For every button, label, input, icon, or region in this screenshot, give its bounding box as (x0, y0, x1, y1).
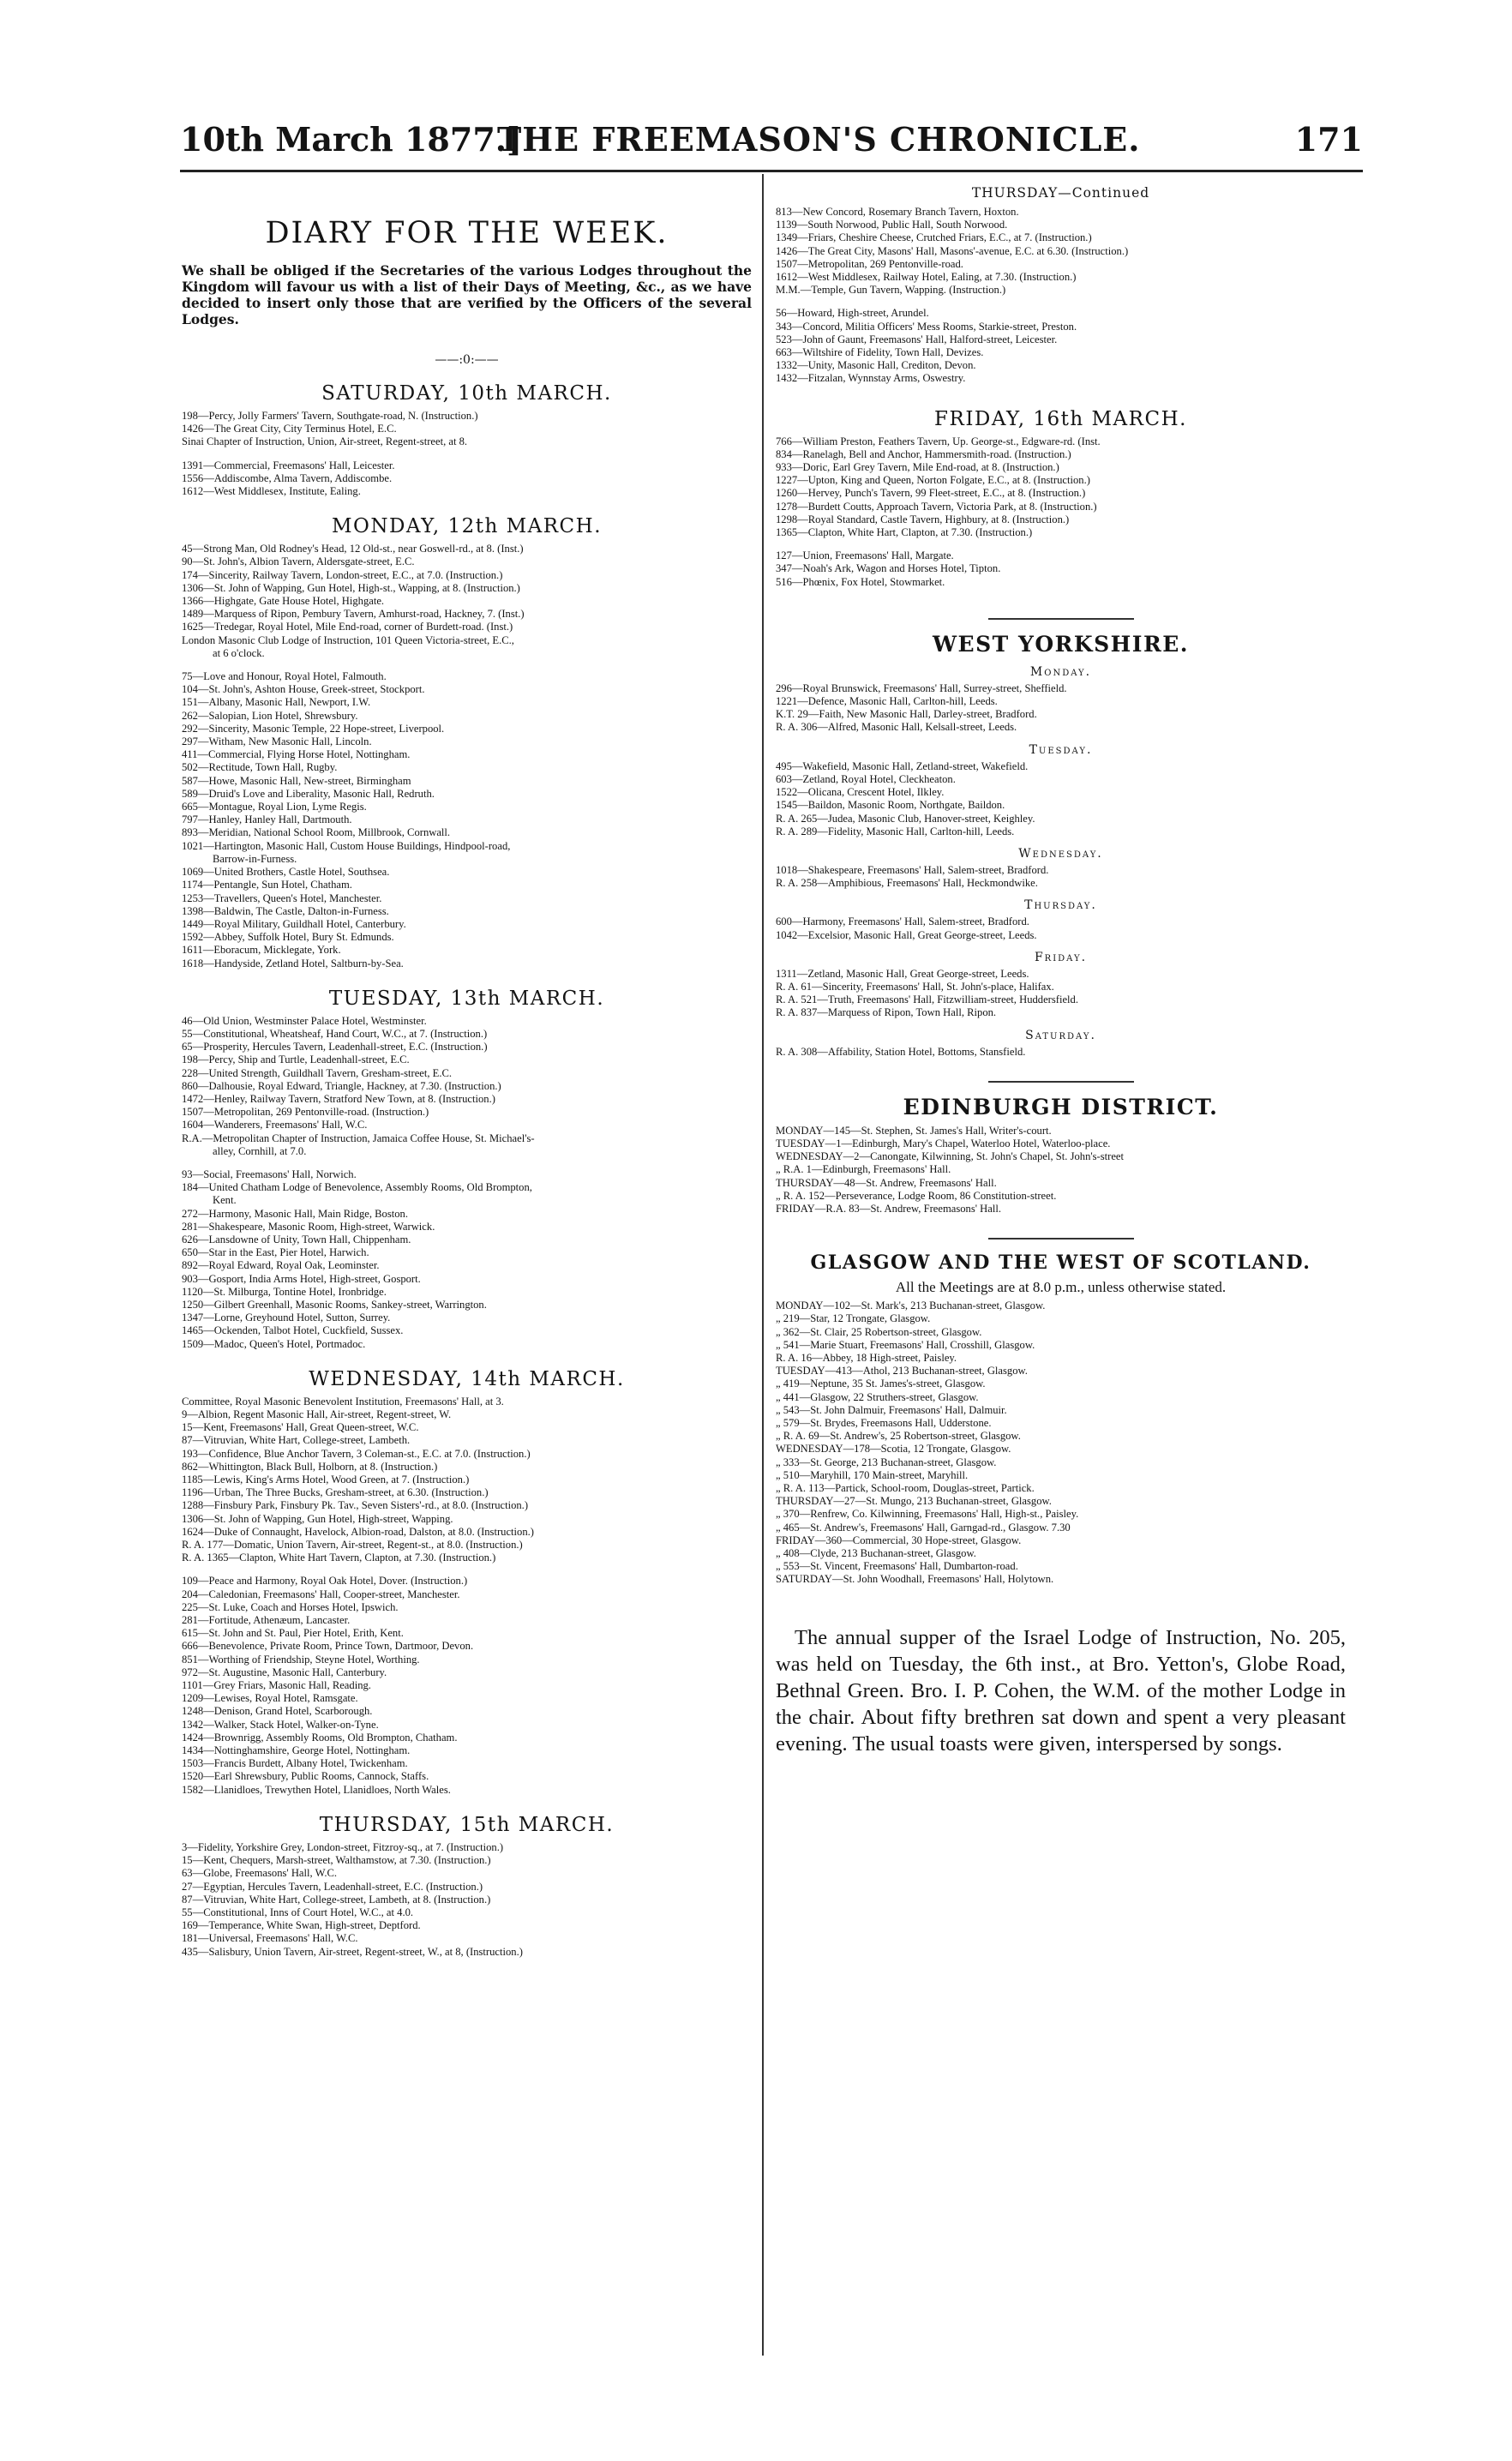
diary-entry: 589—Druid's Love and Liberality, Masonic Hall, Redruth. (182, 787, 435, 800)
diary-entry: 3—Fidelity, Yorkshire Grey, London-street, Fitzroy-sq., at 7. (Instruction.) (182, 1840, 504, 1853)
diary-entry: 1507—Metropolitan, 269 Pentonville-road. (776, 257, 963, 270)
section-heading-tuesday: TUESDAY, 13th MARCH. (328, 987, 605, 1010)
diary-entry: R. A. 306—Alfred, Masonic Hall, Kelsall-street, Leeds. (776, 721, 1017, 734)
diary-entry: 104—St. John's, Ashton House, Greek-street, Stockport. (182, 683, 425, 696)
diary-entry: 797—Hanley, Hanley Hall, Dartmouth. (182, 813, 352, 826)
diary-entry: 1278—Burdett Coutts, Approach Tavern, Victoria Park, at 8. (Instruction.) (776, 500, 1097, 513)
diary-entry: 892—Royal Edward, Royal Oak, Leominster. (182, 1259, 380, 1272)
diary-entry: 1625—Tredegar, Royal Hotel, Mile End-road, corner of Burdett-road. (Inst.) (182, 621, 513, 633)
diary-entry: „ R. A. 69—St. Andrew's, 25 Robertson-street, Glasgow. (776, 1430, 1021, 1443)
diary-entry: 1434—Nottinghamshire, George Hotel, Nottingham. (182, 1744, 411, 1757)
diary-entry: 193—Confidence, Blue Anchor Tavern, 3 Coleman-st., E.C. at 7.0. (Instruction.) (182, 1447, 531, 1460)
diary-entry: 1624—Duke of Connaught, Havelock, Albion-road, Dalston, at 8.0. (Instruction.) (182, 1525, 534, 1538)
diary-entry: Committee, Royal Masonic Benevolent Institution, Freemasons' Hall, at 3. (182, 1395, 504, 1408)
diary-entry: 933—Doric, Earl Grey Tavern, Mile End-road, at 8. (Instruction.) (776, 461, 1059, 474)
diary-entry: „ 543—St. John Dalmuir, Freemasons' Hall, Dalmuir. (776, 1403, 1007, 1416)
entries-thursday-continued (776, 206, 1346, 386)
diary-entry: „ 333—St. George, 213 Buchanan-street, Glasgow. (776, 1456, 997, 1468)
diary-entry: 495—Wakefield, Masonic Hall, Zetland-street, Wakefield. (776, 759, 1029, 772)
day-heading-saturday: Saturday. (1025, 1028, 1096, 1042)
diary-entry: 663—Wiltshire of Fidelity, Town Hall, Devizes. (776, 346, 984, 359)
diary-entry: 1592—Abbey, Suffolk Hotel, Bury St. Edmunds. (182, 931, 394, 944)
diary-entry: R. A. 265—Judea, Masonic Club, Hanover-street, Keighley. (776, 812, 1035, 825)
entries-edinburgh (776, 1125, 1346, 1215)
diary-entry: 411—Commercial, Flying Horse Hotel, Nottingham. (182, 748, 411, 761)
diary-entry: „ 510—Maryhill, 170 Main-street, Maryhill. (776, 1468, 969, 1481)
diary-entry: 15—Kent, Freemasons' Hall, Great Queen-street, W.C. (182, 1421, 419, 1434)
diary-entry: 109—Peace and Harmony, Royal Oak Hotel, Dover. (Instruction.) (182, 1575, 468, 1588)
diary-entry: 903—Gosport, India Arms Hotel, High-street, Gosport. (182, 1272, 421, 1285)
diary-entry: 1018—Shakespeare, Freemasons' Hall, Salem-street, Bradford. (776, 863, 1049, 876)
diary-entry: 851—Worthing of Friendship, Steyne Hotel, Worthing. (182, 1653, 420, 1666)
diary-entry: 343—Concord, Militia Officers' Mess Rooms, Starkie-street, Preston. (776, 320, 1077, 333)
diary-entry: „ 370—Renfrew, Co. Kilwinning, Freemasons' Hall, High-st., Paisley. (776, 1508, 1079, 1521)
day-heading-wednesday: Wednesday. (1018, 846, 1103, 861)
diary-entry: 972—St. Augustine, Masonic Hall, Canterbury. (182, 1666, 387, 1678)
entries-thursday (182, 1841, 752, 1959)
day-heading-thursday: Thursday. (1024, 898, 1097, 913)
diary-entry: 15—Kent, Chequers, Marsh-street, Walthamstow, at 7.30. (Instruction.) (182, 1854, 491, 1867)
entries-wy-wednesday (776, 864, 1346, 890)
diary-entry: 1604—Wanderers, Freemasons' Hall, W.C. (182, 1119, 368, 1131)
diary-entry: 56—Howard, High-street, Arundel. (776, 307, 929, 320)
section-rule (988, 1081, 1134, 1083)
diary-entry: 87—Vitruvian, White Hart, College-street, Lambeth. (182, 1434, 411, 1447)
diary-entry: 1612—West Middlesex, Railway Hotel, Ealing, at 7.30. (Instruction.) (776, 271, 1077, 284)
diary-entry: MONDAY—145—St. Stephen, St. James's Hall, Writer's-court. (776, 1124, 1052, 1137)
diary-entry: 1520—Earl Shrewsbury, Public Rooms, Cannock, Staffs. (182, 1770, 429, 1783)
diary-entry: 1306—St. John of Wapping, Gun Hotel, High-st., Wapping, at 8. (Instruction.) (182, 581, 520, 594)
day-heading-monday: Monday. (1029, 664, 1092, 679)
diary-entry: „ 219—Star, 12 Trongate, Glasgow. (776, 1312, 931, 1325)
entry-gap (776, 297, 1346, 307)
section-rule (988, 618, 1134, 620)
diary-entry: 272—Harmony, Masonic Hall, Main Ridge, Boston. (182, 1207, 408, 1220)
diary-heading: DIARY FOR THE WEEK. (265, 216, 669, 250)
diary-entry: 297—Witham, New Masonic Hall, Lincoln. (182, 735, 372, 748)
section-heading-glasgow: GLASGOW AND THE WEST OF SCOTLAND. (810, 1252, 1311, 1275)
diary-entry: 347—Noah's Ark, Wagon and Horses Hotel, Tipton. (776, 562, 1001, 575)
diary-entry: 860—Dalhousie, Royal Edward, Triangle, Hackney, at 7.30. (Instruction.) (182, 1079, 501, 1092)
diary-entry: „ 553—St. Vincent, Freemasons' Hall, Dumbarton-road. (776, 1560, 1018, 1573)
diary-entry: 1227—Upton, King and Queen, Norton Folgate, E.C., at 8. (Instruction.) (776, 474, 1090, 487)
diary-entry: R. A. 289—Fidelity, Masonic Hall, Carlton-hill, Leeds. (776, 825, 1015, 837)
entries-saturday (182, 410, 752, 498)
diary-entry: 1042—Excelsior, Masonic Hall, Great George-street, Leeds. (776, 928, 1037, 941)
entry-gap (182, 660, 752, 670)
diary-entry: 435—Salisbury, Union Tavern, Air-street, Regent-street, W., at 8, (Instruction.) (182, 1945, 523, 1958)
diary-entry: 181—Universal, Freemasons' Hall, W.C. (182, 1932, 358, 1945)
glasgow-note: All the Meetings are at 8.0 p.m., unless otherwise stated. (895, 1279, 1227, 1296)
diary-entry: 281—Fortitude, Athenæum, Lancaster. (182, 1614, 351, 1627)
diary-entry: TUESDAY—413—Athol, 213 Buchanan-street, Glasgow. (776, 1365, 1028, 1378)
diary-entry: 46—Old Union, Westminster Palace Hotel, Westminster. (182, 1014, 427, 1027)
entries-wy-friday (776, 968, 1346, 1020)
masthead (180, 120, 1363, 166)
diary-entry: Barrow-in-Furness. (213, 852, 297, 865)
entry-gap (182, 449, 752, 459)
diary-entry: 1185—Lewis, King's Arms Hotel, Wood Green, at 7. (Instruction.) (182, 1474, 470, 1486)
diary-entry: 55—Constitutional, Inns of Court Hotel, W.C., at 4.0. (182, 1906, 414, 1918)
diary-entry: 1298—Royal Standard, Castle Tavern, Highbury, at 8. (Instruction.) (776, 513, 1070, 525)
diary-entry: 1120—St. Milburga, Tontine Hotel, Ironbridge. (182, 1285, 387, 1298)
diary-entry: R. A. 177—Domatic, Union Tavern, Air-street, Regent-st., at 8.0. (Instruction.) (182, 1539, 523, 1552)
diary-entry: 184—United Chatham Lodge of Benevolence, Assembly Rooms, Old Brompton, (182, 1181, 532, 1194)
diary-entry: 1139—South Norwood, Public Hall, South Norwood. (776, 219, 1008, 231)
diary-entry: „ R. A. 113—Partick, School-room, Douglas-street, Partick. (776, 1482, 1035, 1494)
diary-entry: 296—Royal Brunswick, Freemasons' Hall, Surrey-street, Sheffield. (776, 681, 1067, 694)
diary-entry: THURSDAY—27—St. Mungo, 213 Buchanan-street, Glasgow. (776, 1495, 1052, 1508)
diary-entry: „ 579—St. Brydes, Freemasons Hall, Udderstone. (776, 1416, 992, 1429)
diary-entry: THURSDAY—48—St. Andrew, Freemasons' Hall. (776, 1176, 997, 1189)
diary-entry: 1507—Metropolitan, 269 Pentonville-road. (Instruction.) (182, 1106, 429, 1119)
diary-entry: „ 362—St. Clair, 25 Robertson-street, Glasgow. (776, 1325, 982, 1338)
section-heading-thursday: THURSDAY, 15th MARCH. (319, 1813, 615, 1836)
diary-entry: 1221—Defence, Masonic Hall, Carlton-hill, Leeds. (776, 695, 998, 708)
diary-entry: 1582—Llanidloes, Trewythen Hotel, Llanidloes, North Wales. (182, 1783, 451, 1796)
diary-entry: 93—Social, Freemasons' Hall, Norwich. (182, 1167, 357, 1180)
diary-entry: 516—Phœnix, Fox Hotel, Stowmarket. (776, 575, 945, 588)
diary-entry: „ 465—St. Andrew's, Freemasons' Hall, Garngad-rd., Glasgow. 7.30 (776, 1521, 1071, 1534)
diary-entry: 281—Shakespeare, Masonic Room, High-street, Warwick. (182, 1220, 435, 1233)
diary-entry: R. A. 1365—Clapton, White Hart Tavern, Clapton, at 7.30. (Instruction.) (182, 1552, 496, 1564)
thursday-continued-heading: THURSDAY—Continued (971, 185, 1150, 201)
diary-entry: 1365—Clapton, White Hart, Clapton, at 7.30. (Instruction.) (776, 526, 1033, 539)
diary-entry: 502—Rectitude, Town Hall, Rugby. (182, 761, 338, 774)
diary-entry: 626—Lansdowne of Unity, Town Hall, Chippenham. (182, 1233, 411, 1246)
diary-entry: 1209—Lewises, Royal Hotel, Ramsgate. (182, 1692, 358, 1705)
diary-entry: 1489—Marquess of Ripon, Pembury Tavern, Amhurst-road, Hackney, 7. (Inst.) (182, 608, 525, 621)
diary-entry: 198—Percy, Ship and Turtle, Leadenhall-street, E.C. (182, 1053, 410, 1066)
diary-entry: K.T. 29—Faith, New Masonic Hall, Darley-street, Bradford. (776, 708, 1037, 721)
diary-entry: 1503—Francis Burdett, Albany Hotel, Twickenham. (182, 1757, 408, 1770)
diary-entry: 9—Albion, Regent Masonic Hall, Air-street, Regent-street, W. (182, 1408, 452, 1420)
diary-entry: 1253—Travellers, Queen's Hotel, Manchester. (182, 891, 382, 904)
diary-entry: 650—Star in the East, Pier Hotel, Harwich. (182, 1246, 369, 1259)
entries-wednesday (182, 1396, 752, 1797)
diary-entry: Kent. (213, 1194, 237, 1207)
page-number: 171 (1294, 120, 1363, 159)
section-heading-monday: MONDAY, 12th MARCH. (331, 515, 603, 538)
section-heading-saturday: SATURDAY, 10th MARCH. (321, 382, 612, 405)
diary-entry: London Masonic Club Lodge of Instruction, 101 Queen Victoria-street, E.C., (182, 633, 514, 646)
news-paragraph: The annual supper of the Israel Lodge of Instruction, No. 205, was held on Tuesday, the 6th inst., at Bro. Yetton's, Globe Road, Bethnal Green. Bro. I. P. Cohen, the W.M. of the mother Lodge in the chair. About fifty brethren sat down and spent a very pleasant evening. The usual toasts were given, interspersed by songs. (776, 1625, 1346, 1756)
section-heading-west-yorkshire: WEST YORKSHIRE. (932, 631, 1190, 657)
diary-entry: 1349—Friars, Cheshire Cheese, Crutched Friars, E.C., at 7. (Instruction.) (776, 231, 1092, 244)
diary-entry: 1612—West Middlesex, Institute, Ealing. (182, 485, 361, 498)
diary-entry: 204—Caledonian, Freemasons' Hall, Cooper-street, Manchester. (182, 1588, 460, 1600)
diary-entry: „ R. A. 152—Perseverance, Lodge Room, 86 Constitution-street. (776, 1189, 1057, 1202)
diary-entry: 1426—The Great City, City Terminus Hotel, E.C. (182, 423, 397, 435)
entries-tuesday (182, 1015, 752, 1351)
entries-glasgow (776, 1300, 1346, 1586)
diary-entry: 1465—Ockenden, Talbot Hotel, Cuckfield, Sussex. (182, 1324, 404, 1337)
diary-entry: 615—St. John and St. Paul, Pier Hotel, Erith, Kent. (182, 1627, 404, 1640)
diary-entry: 1611—Eboracum, Micklegate, York. (182, 944, 341, 957)
diary-entry: 1398—Baldwin, The Castle, Dalton-in-Furness. (182, 904, 389, 917)
diary-entry: at 6 o'clock. (213, 646, 265, 659)
diary-entry: MONDAY—102—St. Mark's, 213 Buchanan-street, Glasgow. (776, 1300, 1046, 1312)
diary-entry: 75—Love and Honour, Royal Hotel, Falmouth. (182, 670, 387, 683)
diary-entry: 862—Whittington, Black Bull, Holborn, at 8. (Instruction.) (182, 1460, 438, 1473)
diary-entry: 1424—Brownrigg, Assembly Rooms, Old Brompton, Chatham. (182, 1731, 458, 1744)
left-column (182, 182, 752, 1959)
diary-entry: 1556—Addiscombe, Alma Tavern, Addiscombe. (182, 471, 393, 484)
diary-entry: 1509—Madoc, Queen's Hotel, Portmadoc. (182, 1337, 366, 1350)
diary-entry: 1021—Hartington, Masonic Hall, Custom House Buildings, Hindpool-road, (182, 839, 511, 852)
diary-entry: 1250—Gilbert Greenhall, Masonic Rooms, Sankey-street, Warrington. (182, 1298, 487, 1311)
diary-entry: 1101—Grey Friars, Masonic Hall, Reading. (182, 1679, 371, 1692)
diary-entry: 1366—Highgate, Gate House Hotel, Highgate. (182, 595, 385, 608)
day-heading-friday: Friday. (1034, 950, 1088, 964)
section-heading-friday: FRIDAY, 16th MARCH. (934, 407, 1187, 430)
entry-gap (182, 1158, 752, 1168)
section-rule (988, 1238, 1134, 1240)
diary-entry: alley, Cornhill, at 7.0. (213, 1144, 307, 1157)
diary-entry: 127—Union, Freemasons' Hall, Margate. (776, 549, 954, 562)
diary-entry: 1196—Urban, The Three Bucks, Gresham-street, at 6.30. (Instruction.) (182, 1486, 489, 1499)
entries-wy-monday (776, 682, 1346, 735)
diary-entry: 27—Egyptian, Hercules Tavern, Leadenhall-street, E.C. (Instruction.) (182, 1880, 483, 1893)
entries-wy-tuesday (776, 760, 1346, 838)
diary-entry: R. A. 521—Truth, Freemasons' Hall, Fitzwilliam-street, Huddersfield. (776, 993, 1078, 1006)
diary-entry: 87—Vitruvian, White Hart, College-street, Lambeth, at 8. (Instruction.) (182, 1893, 491, 1906)
entries-monday (182, 543, 752, 970)
diary-entry: 1288—Finsbury Park, Finsbury Pk. Tav., Seven Sisters'-rd., at 8.0. (Instruction.) (182, 1499, 529, 1512)
diary-entry: 1522—Olicana, Crescent Hotel, Ilkley. (776, 786, 945, 799)
diary-entry: 228—United Strength, Guildhall Tavern, Gresham-street, E.C. (182, 1066, 453, 1079)
diary-entry: 834—Ranelagh, Bell and Anchor, Hammersmith-road. (Instruction.) (776, 447, 1071, 460)
issue-date: 10th March 1877.] (180, 120, 522, 159)
diary-entry: 169—Temperance, White Swan, High-street, Deptford. (182, 1919, 421, 1932)
diary-entry: 1260—Hervey, Punch's Tavern, 99 Fleet-street, E.C., at 8. (Instruction.) (776, 487, 1086, 500)
diary-entry: 45—Strong Man, Old Rodney's Head, 12 Old-st., near Goswell-rd., at 8. (Inst.) (182, 543, 524, 555)
diary-entry: „ R.A. 1—Edinburgh, Freemasons' Hall. (776, 1163, 951, 1176)
diary-entry: R. A. 258—Amphibious, Freemasons' Hall, Heckmondwike. (776, 877, 1038, 890)
diary-entry: „ 541—Marie Stuart, Freemasons' Hall, Crosshill, Glasgow. (776, 1338, 1035, 1351)
diary-entry: R. A. 61—Sincerity, Freemasons' Hall, St. John's-place, Halifax. (776, 980, 1054, 993)
diary-entry: WEDNESDAY—2—Canongate, Kilwinning, St. John's Chapel, St. John's-street (776, 1150, 1125, 1163)
diary-entry: R. A. 16—Abbey, 18 High-street, Paisley. (776, 1351, 957, 1364)
diary-entry: 665—Montague, Royal Lion, Lyme Regis. (182, 801, 367, 813)
diary-entry: „ 419—Neptune, 35 St. James's-street, Glasgow. (776, 1378, 986, 1390)
diary-entry: 1432—Fitzalan, Wynnstay Arms, Oswestry. (776, 372, 966, 385)
diary-entry: 1391—Commercial, Freemasons' Hall, Leicester. (182, 459, 395, 471)
diary-entry: 151—Albany, Masonic Hall, Newport, I.W. (182, 696, 371, 709)
diary-entry: 523—John of Gaunt, Freemasons' Hall, Halford-street, Leicester. (776, 333, 1058, 345)
day-heading-tuesday: Tuesday. (1029, 742, 1093, 757)
diary-entry: 1174—Pentangle, Sun Hotel, Chatham. (182, 879, 352, 891)
diary-entry: 600—Harmony, Freemasons' Hall, Salem-street, Bradford. (776, 915, 1029, 928)
diary-entry: 292—Sincerity, Masonic Temple, 22 Hope-street, Liverpool. (182, 722, 445, 735)
diary-entry: 1311—Zetland, Masonic Hall, Great George-street, Leeds. (776, 967, 1029, 980)
diary-entry: 65—Prosperity, Hercules Tavern, Leadenhall-street, E.C. (Instruction.) (182, 1041, 488, 1053)
diary-entry: 1332—Unity, Masonic Hall, Crediton, Devon. (776, 359, 976, 372)
diary-entry: FRIDAY—360—Commercial, 30 Hope-street, Glasgow. (776, 1534, 1022, 1546)
diary-entry: 813—New Concord, Rosemary Branch Tavern, Hoxton. (776, 206, 1019, 218)
column-rule (762, 174, 764, 2356)
right-column (776, 182, 1346, 1757)
diary-entry: 1306—St. John of Wapping, Gun Hotel, High-street, Wapping. (182, 1512, 453, 1525)
diary-entry: 1069—United Brothers, Castle Hotel, Southsea. (182, 866, 390, 879)
diary-entry: R.A.—Metropolitan Chapter of Instruction, Jamaica Coffee House, St. Michael's- (182, 1131, 535, 1144)
diary-entry: 1472—Henley, Railway Tavern, Stratford New Town, at 8. (Instruction.) (182, 1092, 495, 1105)
diary-entry: 1449—Royal Military, Guildhall Hotel, Canterbury. (182, 917, 406, 930)
diary-entry: 1545—Baildon, Masonic Room, Northgate, Baildon. (776, 799, 1005, 812)
entries-friday (776, 435, 1346, 589)
diary-entry: 587—Howe, Masonic Hall, New-street, Birmingham (182, 774, 411, 787)
diary-entry: 63—Globe, Freemasons' Hall, W.C. (182, 1867, 338, 1880)
diary-entry: 55—Constitutional, Wheatsheaf, Hand Court, W.C., at 7. (Instruction.) (182, 1027, 488, 1040)
diary-entry: Sinai Chapter of Instruction, Union, Air-street, Regent-street, at 8. (182, 435, 468, 448)
diary-entry: „ 441—Glasgow, 22 Struthers-street, Glasgow. (776, 1390, 979, 1403)
diary-entry: 262—Salopian, Lion Hotel, Shrewsbury. (182, 709, 358, 722)
diary-entry: „ 408—Clyde, 213 Buchanan-street, Glasgow. (776, 1547, 976, 1560)
header-rule (180, 170, 1363, 172)
entry-gap (776, 539, 1346, 549)
diary-entry: FRIDAY—R.A. 83—St. Andrew, Freemasons' Hall. (776, 1202, 1002, 1215)
diary-entry: SATURDAY—St. John Woodhall, Freemasons' Hall, Holytown. (776, 1573, 1054, 1586)
publication-title: THE FREEMASON'S CHRONICLE. (497, 120, 1141, 159)
diary-entry: 1426—The Great City, Masons' Hall, Masons'-avenue, E.C. at 6.30. (Instruction.) (776, 244, 1129, 257)
diary-intro: We shall be obliged if the Secretaries of the various Lodges throughout the Kingdom will favour us with a list of their Days of Meeting, &c., as we have decided to insert only those that are verified by the Officers of the several Lodges. (182, 262, 752, 327)
diary-entry: 1342—Walker, Stack Hotel, Walker-on-Tyne. (182, 1718, 379, 1731)
section-heading-edinburgh: EDINBURGH DISTRICT. (903, 1094, 1219, 1119)
diary-entry: 666—Benevolence, Private Room, Prince Town, Dartmoor, Devon. (182, 1640, 474, 1653)
diary-entry: 198—Percy, Jolly Farmers' Tavern, Southgate-road, N. (Instruction.) (182, 410, 478, 422)
section-heading-wednesday: WEDNESDAY, 14th MARCH. (309, 1367, 625, 1390)
entries-wy-thursday (776, 915, 1346, 941)
diary-entry: 1618—Handyside, Zetland Hotel, Saltburn-by-Sea. (182, 957, 404, 969)
diary-entry: 174—Sincerity, Railway Tavern, London-street, E.C., at 7.0. (Instruction.) (182, 568, 503, 581)
diary-entry: 1248—Denison, Grand Hotel, Scarborough. (182, 1705, 373, 1718)
diary-entry: 603—Zetland, Royal Hotel, Cleckheaton. (776, 772, 956, 785)
diary-entry: R. A. 837—Marquess of Ripon, Town Hall, Ripon. (776, 1006, 997, 1019)
entry-gap (182, 1564, 752, 1575)
diary-entry: 893—Meridian, National School Room, Millbrook, Cornwall. (182, 826, 451, 839)
diary-entry: R. A. 308—Affability, Station Hotel, Bottoms, Stansfield. (776, 1045, 1026, 1058)
diary-entry: TUESDAY—1—Edinburgh, Mary's Chapel, Waterloo Hotel, Waterloo-place. (776, 1137, 1111, 1149)
diary-entry: 225—St. Luke, Coach and Horses Hotel, Ipswich. (182, 1600, 399, 1613)
diary-entry: 1347—Lorne, Greyhound Hotel, Sutton, Surrey. (182, 1312, 391, 1324)
divider-ornament: ——:0:—— (435, 353, 499, 367)
diary-entry: M.M.—Temple, Gun Tavern, Wapping. (Instruction.) (776, 284, 1006, 297)
diary-entry: 90—St. John's, Albion Tavern, Aldersgate-street, E.C. (182, 555, 415, 568)
entries-wy-saturday (776, 1046, 1346, 1059)
diary-entry: WEDNESDAY—178—Scotia, 12 Trongate, Glasgow. (776, 1443, 1011, 1456)
diary-entry: 766—William Preston, Feathers Tavern, Up. George-st., Edgware-rd. (Inst. (776, 435, 1101, 447)
